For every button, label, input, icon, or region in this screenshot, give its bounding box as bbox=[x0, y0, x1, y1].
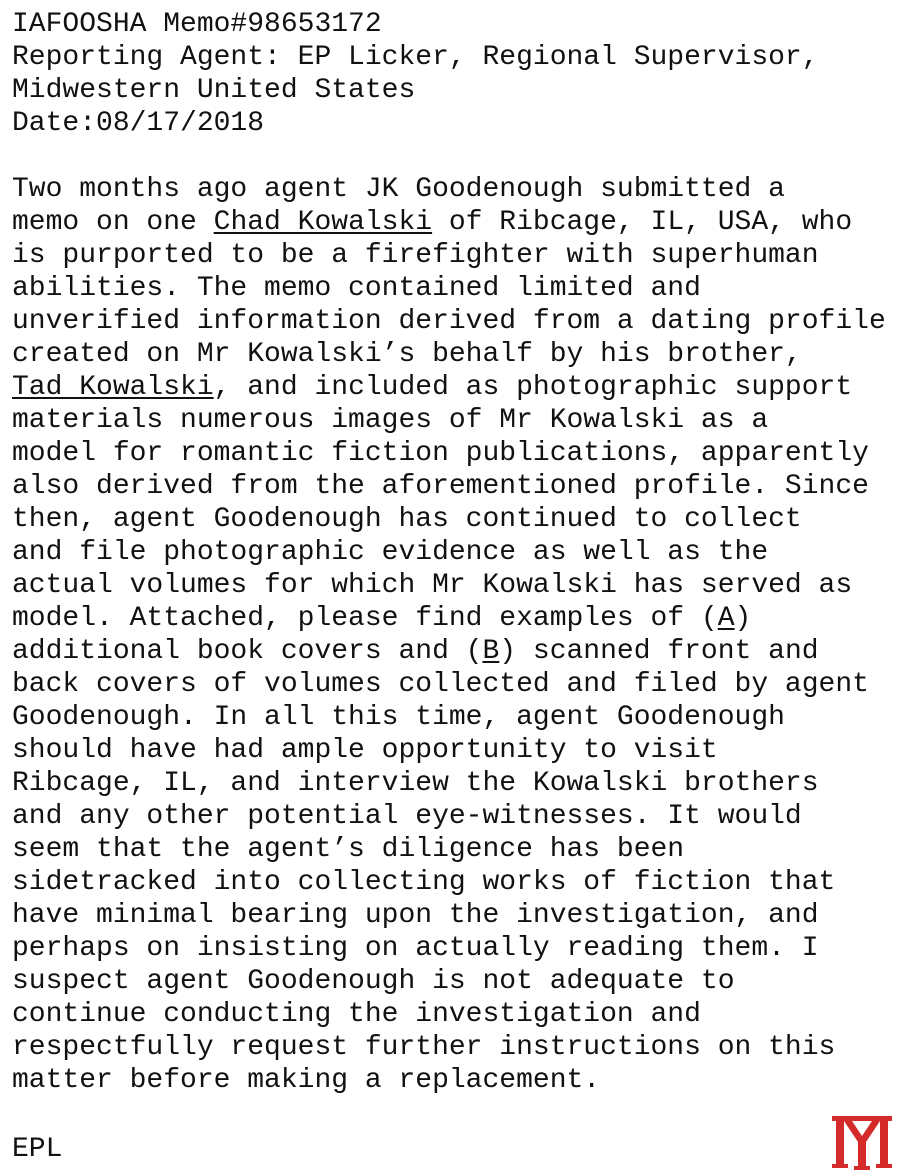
body-line: actual volumes for which Mr Kowalski has served as bbox=[12, 570, 853, 601]
body-line: back covers of volumes collected and filed by agent bbox=[12, 669, 869, 700]
reporting-agent-line-1: Reporting Agent: EP Licker, Regional Supervisor, bbox=[12, 42, 819, 73]
body-line: also derived from the aforementioned profile. Since bbox=[12, 471, 869, 502]
body-line: then, agent Goodenough has continued to collect bbox=[12, 504, 802, 535]
signature-initials: EPL bbox=[12, 1134, 63, 1165]
body-text: , and included as photographic support bbox=[213, 372, 853, 403]
body-text: model. Attached, please find examples of ( bbox=[12, 603, 718, 634]
body-line: Two months ago agent JK Goodenough submitted a bbox=[12, 174, 785, 205]
body-line bbox=[12, 602, 896, 635]
body-line: seem that the agent’s diligence has been bbox=[12, 834, 685, 865]
body-line: should have had ample opportunity to visit bbox=[12, 735, 718, 766]
body-line: respectfully request further instructions on this bbox=[12, 1032, 836, 1063]
body-line: suspect agent Goodenough is not adequate to bbox=[12, 966, 735, 997]
logo-shapes bbox=[832, 1116, 892, 1170]
body-text: of Ribcage, IL, USA, who bbox=[432, 207, 853, 238]
attachment-a-link[interactable]: A bbox=[717, 603, 735, 634]
body-line bbox=[12, 206, 896, 239]
body-line bbox=[12, 371, 896, 404]
body-line: sidetracked into collecting works of fiction that bbox=[12, 867, 836, 898]
body-line: have minimal bearing upon the investigation, and bbox=[12, 900, 819, 931]
memo-header bbox=[12, 8, 896, 140]
body-line: continue conducting the investigation and bbox=[12, 999, 701, 1030]
body-line: materials numerous images of Mr Kowalski as a bbox=[12, 405, 769, 436]
body-text: additional book covers and ( bbox=[12, 636, 483, 667]
body-line: perhaps on insisting on actually reading them. I bbox=[12, 933, 819, 964]
memo-document bbox=[12, 8, 896, 1097]
body-line: created on Mr Kowalski’s behalf by his brother, bbox=[12, 339, 802, 370]
tad-kowalski-link[interactable]: Tad Kowalski bbox=[12, 372, 214, 403]
body-line: model for romantic fiction publications, apparently bbox=[12, 438, 869, 469]
body-text: ) bbox=[734, 603, 752, 634]
body-line: unverified information derived from a dating profile bbox=[12, 306, 886, 337]
memo-date: Date:08/17/2018 bbox=[12, 108, 265, 139]
body-line: abilities. The memo contained limited and bbox=[12, 273, 701, 304]
memo-body bbox=[12, 173, 896, 1097]
chad-kowalski-link[interactable]: Chad Kowalski bbox=[213, 207, 433, 238]
spacer bbox=[12, 140, 896, 173]
body-line bbox=[12, 635, 896, 668]
body-line: and any other potential eye-witnesses. It would bbox=[12, 801, 802, 832]
body-line: and file photographic evidence as well as the bbox=[12, 537, 769, 568]
memo-id: IAFOOSHA Memo#98653172 bbox=[12, 9, 382, 40]
body-line: Ribcage, IL, and interview the Kowalski brothers bbox=[12, 768, 819, 799]
body-line: Goodenough. In all this time, agent Goodenough bbox=[12, 702, 785, 733]
reporting-agent-line-2: Midwestern United States bbox=[12, 75, 416, 106]
body-line: matter before making a replacement. bbox=[12, 1065, 601, 1096]
body-text: ) scanned front and bbox=[499, 636, 819, 667]
red-monogram-logo-icon bbox=[830, 1112, 894, 1170]
attachment-b-link[interactable]: B bbox=[482, 636, 500, 667]
body-line: is purported to be a firefighter with superhuman bbox=[12, 240, 819, 271]
body-text: memo on one bbox=[12, 207, 214, 238]
